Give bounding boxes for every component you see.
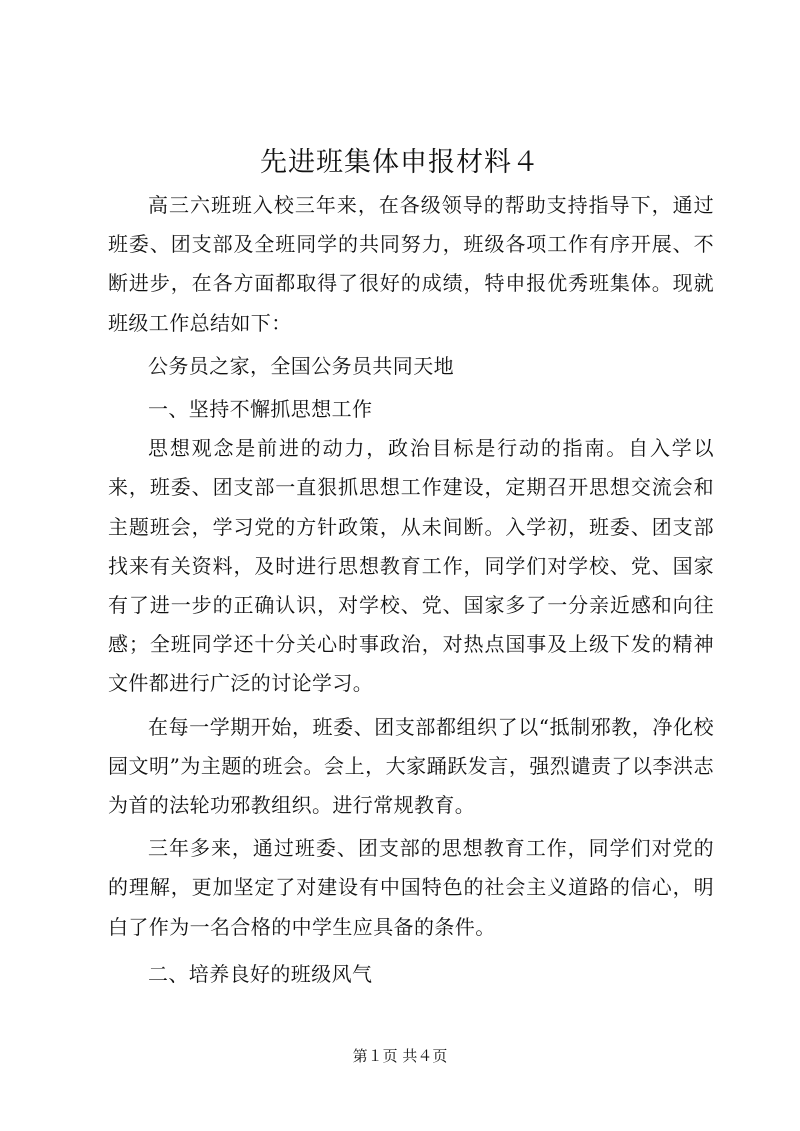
page-number-footer: 第１页 共４页 <box>352 1047 448 1065</box>
section-heading-1: 一、坚持不懈抓思想工作 <box>148 397 373 422</box>
paragraph-three-years: 三年多来，通过班委、团支部的思想教育工作，同学们对党的的理解，更加坚定了对建设有中国特色的社会主义道路的信心，明白了作为一名合格的中学生应具备的条件。 <box>108 836 714 939</box>
paragraph-theme-meeting: 在每一学期开始，班委、团支部都组织了以“抵制邪教，净化校园文明”为主题的班会。会上，大家踊跃发言，强烈谴责了以李洪志为首的法轮功邪教组织。进行常规教育。 <box>108 714 714 818</box>
paragraph-note: 公务员之家，全国公务员共同天地 <box>148 353 454 378</box>
section-heading-2: 二、培养良好的班级风气 <box>148 961 373 986</box>
document-title: 先进班集体申报材料４ <box>260 147 540 178</box>
document-body <box>108 186 714 994</box>
paragraph-intro: 高三六班班入校三年来，在各级领导的帮助支持指导下，通过班委、团支部及全班同学的共同努力，班级各项工作有序开展、不断进步，在各方面都取得了很好的成绩，特申报优秀班集体。现就班级工作总结如下： <box>108 193 714 335</box>
paragraph-thought-work: 思想观念是前进的动力，政治目标是行动的指南。自入学以来，班委、团支部一直狠抓思想工作建设，定期召开思想交流会和主题班会，学习党的方针政策，从未间断。入学初，班委、团支部找来有关资料，及时进行思想教育工作，同学们对学校、党、国家有了进一步的正确认识，对学校、党、国家多了一分亲近感和向往感；全班同学还十分关心时事政治，对热点国事及上级下发的精神文件都进行广泛的讨论学习。 <box>108 436 714 696</box>
